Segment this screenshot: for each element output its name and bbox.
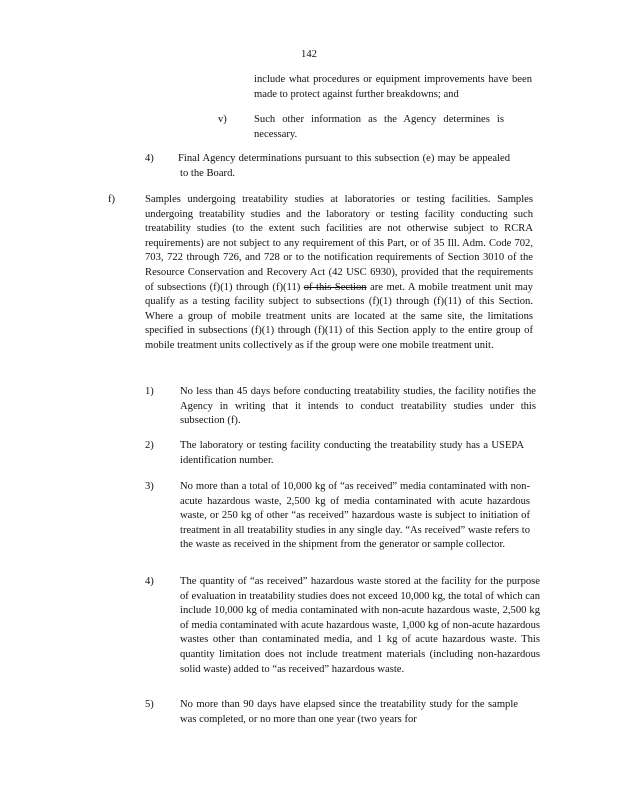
item-3	[180, 480, 530, 553]
item-v-label: v)	[218, 114, 227, 125]
section-f	[145, 193, 533, 354]
item-1-label: 1)	[145, 386, 154, 397]
item-4	[180, 575, 540, 677]
item-5-label: 5)	[145, 699, 154, 710]
item-4-top	[180, 152, 510, 181]
item-1	[180, 385, 536, 429]
item-3-text: No more than a total of 10,000 kg of “as received” media contaminated with non-acute hazardous waste, 2,500 kg of media contaminated with acute hazardous waste, or 250 kg of other “as received” hazardous waste is subject to initiation of treatment in all treatability studies in any single day. “As received” waste refers to the waste as received in the shipment from the generator or sample collector.	[180, 481, 530, 551]
item-4-top-label: 4)	[145, 153, 154, 164]
item-2-text: The laboratory or testing facility conducting the treatability study has a USEPA identification number.	[180, 440, 524, 466]
section-f-label: f)	[108, 194, 116, 205]
item-2-label: 2)	[145, 440, 154, 451]
continued-paragraph-text: include what procedures or equipment improvements have been made to protect against further breakdowns; and	[254, 74, 532, 100]
item-4-label: 4)	[145, 576, 154, 587]
page-number: 142	[301, 49, 317, 60]
item-2	[180, 439, 524, 468]
item-v-text: Such other information as the Agency determines is necessary.	[254, 114, 504, 140]
section-f-struck-text: of this Section	[303, 281, 367, 293]
continued-paragraph	[254, 73, 532, 102]
section-f-text-before: Samples undergoing treatability studies at laboratories or testing facilities. Samples undergoing treatability studies and the laboratory or testing facility conducting such treatability studies (to the extent such facilities are not otherwise subject to RCRA requirements) are not subject to any requirement of this Part, or of 35 Ill. Adm. Code 702, 703, 722 through 726, and 728 or to the notification requirements of Section 3010 of the Resource Conservation and Recovery Act (42 USC 6930), provided that the requirements of subsections (f)(1) through (f)(11)	[145, 194, 533, 293]
item-v	[254, 113, 504, 142]
item-3-label: 3)	[145, 481, 154, 492]
item-4-top-text: Final Agency determinations pursuant to this subsection (e) may be appealed to the Board.	[178, 153, 510, 179]
item-5-text: No more than 90 days have elapsed since the treatability study for the sample was completed, or no more than one year (two years for	[180, 699, 518, 725]
item-4-text: The quantity of “as received” hazardous waste stored at the facility for the purpose of evaluation in treatability studies does not exceed 10,000 kg, the total of which can include 10,000 kg of media contaminated with non-acute hazardous waste, 2,500 kg of media contaminated with acute hazardous waste, 1,000 kg of non-acute hazardous wastes other than contaminated media, and 1 kg of acute hazardous waste. This quantity limitation does not include treatment materials (including non-hazardous solid waste) added to “as received” hazardous waste.	[180, 576, 540, 675]
item-1-text: No less than 45 days before conducting treatability studies, the facility notifies the Agency in writing that it intends to conduct treatability studies under this subsection (f).	[180, 386, 536, 427]
section-f-text-after: are met. A mobile treatment unit may qualify as a testing facility subject to subsections (f)(1) through (f)(11) of this Section. Where a group of mobile treatment units are located at the same site, the limitations specified in subsections (f)(1) through (f)(11) of this Section apply to the entire group of mobile treatment units collectively as if the group were one mobile treatment unit.	[145, 281, 533, 351]
item-5	[180, 698, 518, 727]
